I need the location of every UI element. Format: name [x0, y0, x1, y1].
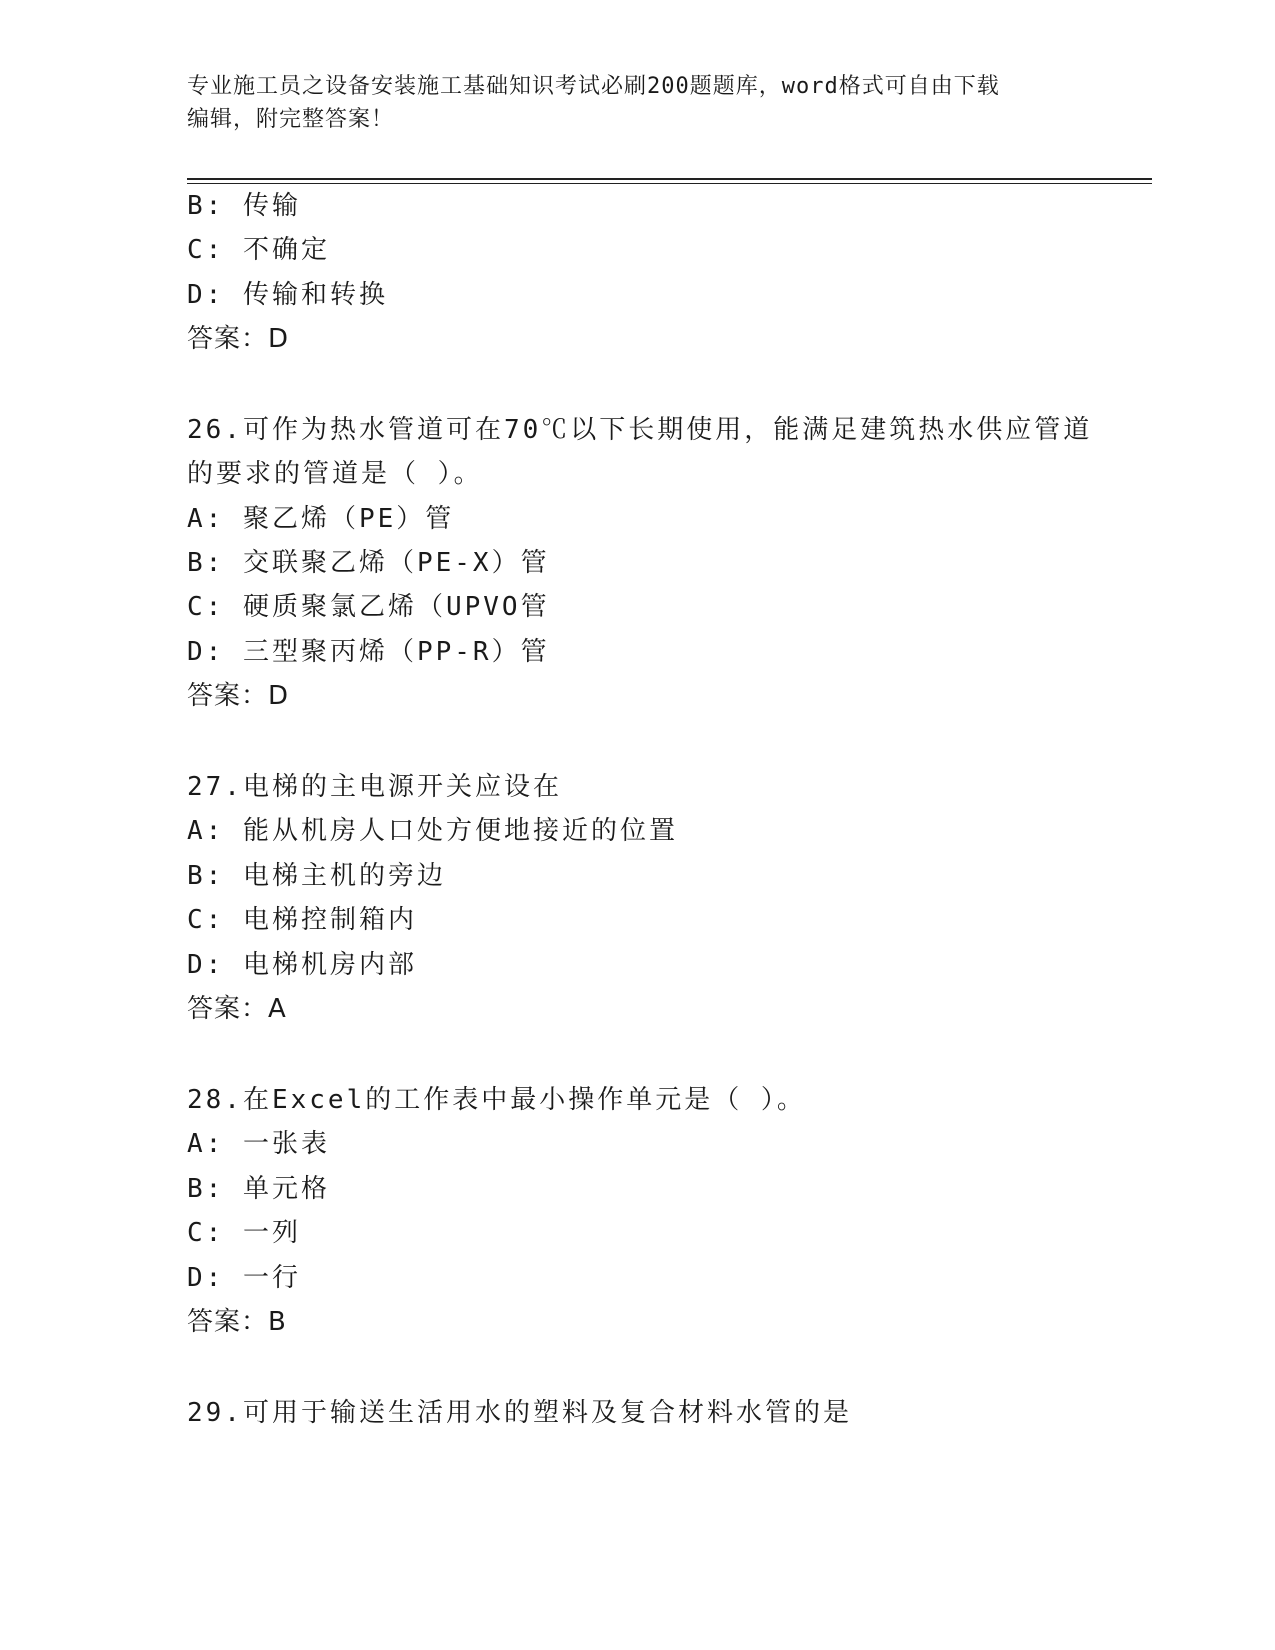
- q25-option-b: B: 传输: [187, 191, 301, 221]
- q27-option-c: C: 电梯控制箱内: [187, 905, 417, 935]
- q27-stem: 27.电梯的主电源开关应设在: [187, 772, 562, 802]
- q27-option-b: B: 电梯主机的旁边: [187, 861, 446, 891]
- header-title-line2: 编辑，附完整答案！: [187, 107, 395, 132]
- header-title-line1: 专业施工员之设备安装施工基础知识考试必刷200题题库，word格式可自由下载: [187, 74, 1000, 99]
- q26-answer: 答案：D: [187, 681, 290, 711]
- q26-option-b: B: 交联聚乙烯（PE-X）管: [187, 548, 550, 578]
- document-header: [187, 70, 1087, 136]
- q27-option-a: A: 能从机房人口处方便地接近的位置: [187, 816, 678, 846]
- q26-option-d: D: 三型聚丙烯（PP-R）管: [187, 637, 550, 667]
- q26-option-a: A: 聚乙烯（PE）管: [187, 504, 455, 534]
- q28-option-c: C: 一列: [187, 1218, 301, 1248]
- header-divider-thin: [187, 183, 1152, 184]
- q28-answer: 答案：B: [187, 1307, 287, 1337]
- q28-option-b: B: 单元格: [187, 1174, 330, 1204]
- q25-answer: 答案：D: [187, 324, 290, 354]
- q28-stem: 28.在Excel的工作表中最小操作单元是（ ）。: [187, 1085, 806, 1115]
- q25-option-d: D: 传输和转换: [187, 280, 388, 310]
- q26-stem-line2: 的要求的管道是（ ）。: [187, 459, 483, 489]
- q27-answer: 答案：A: [187, 994, 287, 1024]
- q25-option-c: C: 不确定: [187, 235, 330, 265]
- q26-option-c: C: 硬质聚氯乙烯（UPVO管: [187, 592, 550, 622]
- q27-option-d: D: 电梯机房内部: [187, 950, 417, 980]
- header-divider-thick: [187, 178, 1152, 180]
- q28-option-d: D: 一行: [187, 1263, 301, 1293]
- q26-stem-line1: 26.可作为热水管道可在70℃以下长期使用，能满足建筑热水供应管道: [187, 415, 1093, 445]
- q28-option-a: A: 一张表: [187, 1129, 330, 1159]
- q29-stem: 29.可用于输送生活用水的塑料及复合材料水管的是: [187, 1398, 852, 1428]
